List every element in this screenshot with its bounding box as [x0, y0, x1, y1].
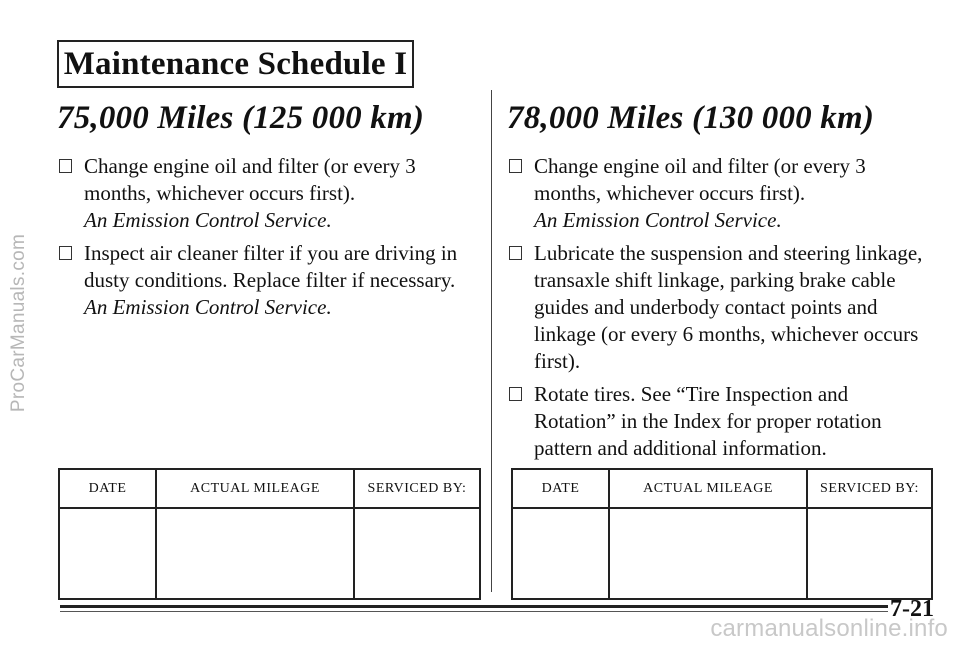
checkbox[interactable]: [509, 246, 522, 260]
table-row: [512, 508, 932, 599]
right-service-record-table: [511, 468, 933, 600]
left-item: [57, 240, 467, 321]
item-note: An Emission Control Service.: [84, 295, 332, 319]
date-header: DATE: [512, 469, 609, 508]
table-header-row: [512, 469, 932, 508]
date-header: DATE: [59, 469, 156, 508]
right-item: [507, 381, 932, 462]
item-note: An Emission Control Service.: [84, 208, 332, 232]
side-watermark-text: ProCarManuals.com: [8, 233, 29, 412]
left-heading: 75,000 Miles (125 000 km): [57, 100, 425, 136]
serviced-by-header: SERVICED BY:: [807, 469, 932, 508]
page-rule-thin: [60, 611, 888, 612]
checkbox[interactable]: [509, 159, 522, 173]
left-column: [57, 100, 467, 327]
right-item: [507, 240, 932, 375]
checkbox[interactable]: [59, 159, 72, 173]
date-cell[interactable]: [59, 508, 156, 599]
item-text: Rotate tires. See “Tire Inspection and Rotation” in the Index for proper rotation pattern and additional information.: [534, 382, 882, 460]
left-service-record-table: [58, 468, 481, 600]
right-heading: 78,000 Miles (130 000 km): [507, 100, 875, 136]
table-header-row: [59, 469, 480, 508]
bottom-watermark: carmanualsonline.info: [710, 615, 948, 642]
item-text: Change engine oil and filter (or every 3 months, whichever occurs first).: [84, 154, 416, 205]
checkbox[interactable]: [59, 246, 72, 260]
left-item: [57, 153, 467, 234]
side-watermark: [0, 0, 39, 645]
item-text: Change engine oil and filter (or every 3 months, whichever occurs first).: [534, 154, 866, 205]
actual-mileage-header: ACTUAL MILEAGE: [156, 469, 354, 508]
right-column: [507, 100, 932, 468]
actual-mileage-cell[interactable]: [156, 508, 354, 599]
item-text: Inspect air cleaner filter if you are driving in dusty conditions. Replace filter if necessary.: [84, 241, 458, 292]
right-item: [507, 153, 932, 234]
actual-mileage-header: ACTUAL MILEAGE: [609, 469, 807, 508]
page-rule: [60, 605, 888, 608]
section-title: Maintenance Schedule I: [57, 40, 414, 88]
item-text: Lubricate the suspension and steering linkage, transaxle shift linkage, parking brake cable guides and underbody contact points and linkage (or every 6 months, whichever occurs first).: [534, 241, 923, 373]
serviced-by-header: SERVICED BY:: [354, 469, 480, 508]
date-cell[interactable]: [512, 508, 609, 599]
serviced-by-cell[interactable]: [354, 508, 480, 599]
column-divider: [491, 90, 492, 592]
table-row: [59, 508, 480, 599]
item-note: An Emission Control Service.: [534, 208, 782, 232]
checkbox[interactable]: [509, 387, 522, 401]
actual-mileage-cell[interactable]: [609, 508, 807, 599]
page-number: 7-21: [890, 596, 934, 622]
serviced-by-cell[interactable]: [807, 508, 932, 599]
